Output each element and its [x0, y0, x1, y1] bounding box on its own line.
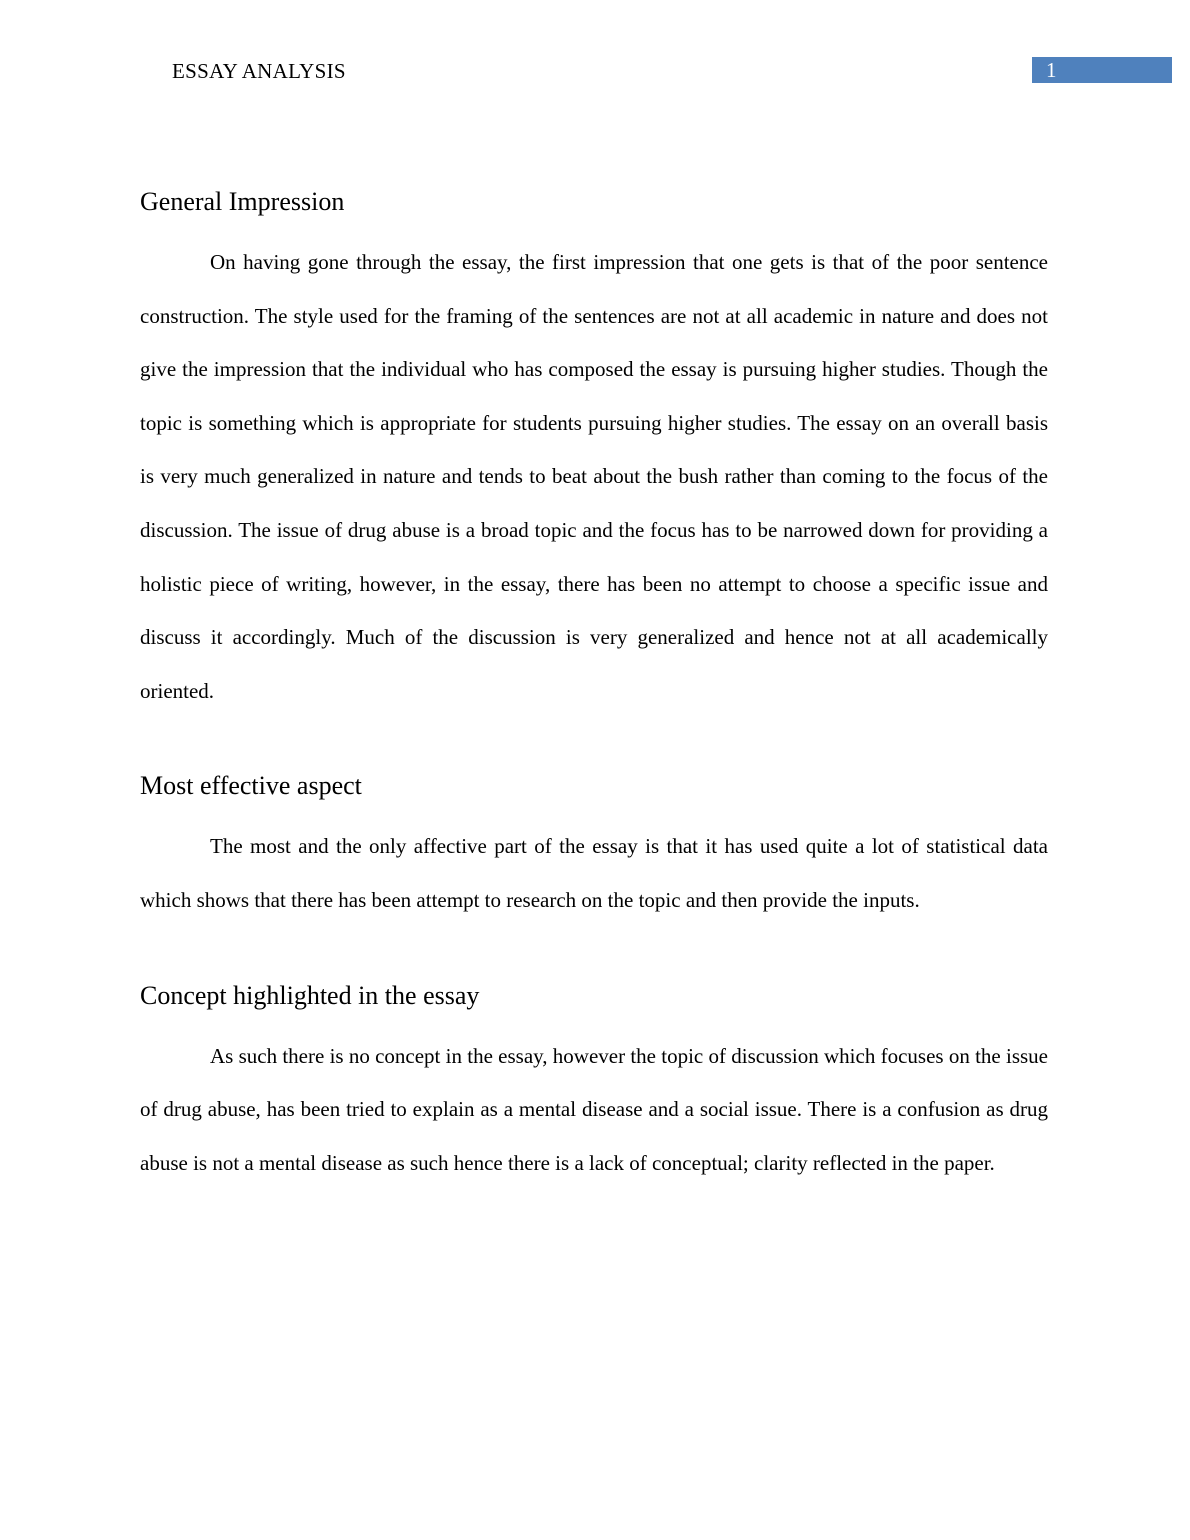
page-number: 1 [1046, 58, 1057, 82]
section-general-impression [140, 182, 1048, 718]
page-number-box [1032, 57, 1172, 83]
section-heading: General Impression [140, 187, 345, 216]
section-heading: Concept highlighted in the essay [140, 980, 480, 1010]
section-heading: Most effective aspect [140, 771, 362, 801]
section-paragraph: The most and the only affective part of the essay is that it has used quite a lot of statistical data which shows that there has been attempt to research on the topic and then provide the inputs. [140, 834, 1048, 912]
section-paragraph: On having gone through the essay, the first impression that one gets is that of the poor sentence construction. The style used for the framing of the sentences are not at all academic in nature and does not give the impression that the individual who has composed the essay is pursuing higher studies. Though the topic is something which is appropriate for students pursuing higher studies. The essay on an overall basis is very much generalized in nature and tends to beat about the bush rather than coming to the focus of the discussion. The issue of drug abuse is a broad topic and the focus has to be narrowed down for providing a holistic piece of writing, however, in the essay, there has been no attempt to choose a specific issue and discuss it accordingly. Much of the discussion is very generalized and hence not at all academically oriented. [140, 250, 1048, 703]
section-most-effective-aspect [140, 766, 1048, 927]
document-body [140, 182, 1048, 1238]
running-head: ESSAY ANALYSIS [172, 59, 346, 83]
section-paragraph: As such there is no concept in the essay, however the topic of discussion which focuses on the issue of drug abuse, has been tried to explain as a mental disease and a social issue. There is a confusion as drug abuse is not a mental disease as such hence there is a lack of conceptual; clarity reflected in the paper. [140, 1043, 1048, 1175]
section-concept-highlighted [140, 976, 1048, 1191]
